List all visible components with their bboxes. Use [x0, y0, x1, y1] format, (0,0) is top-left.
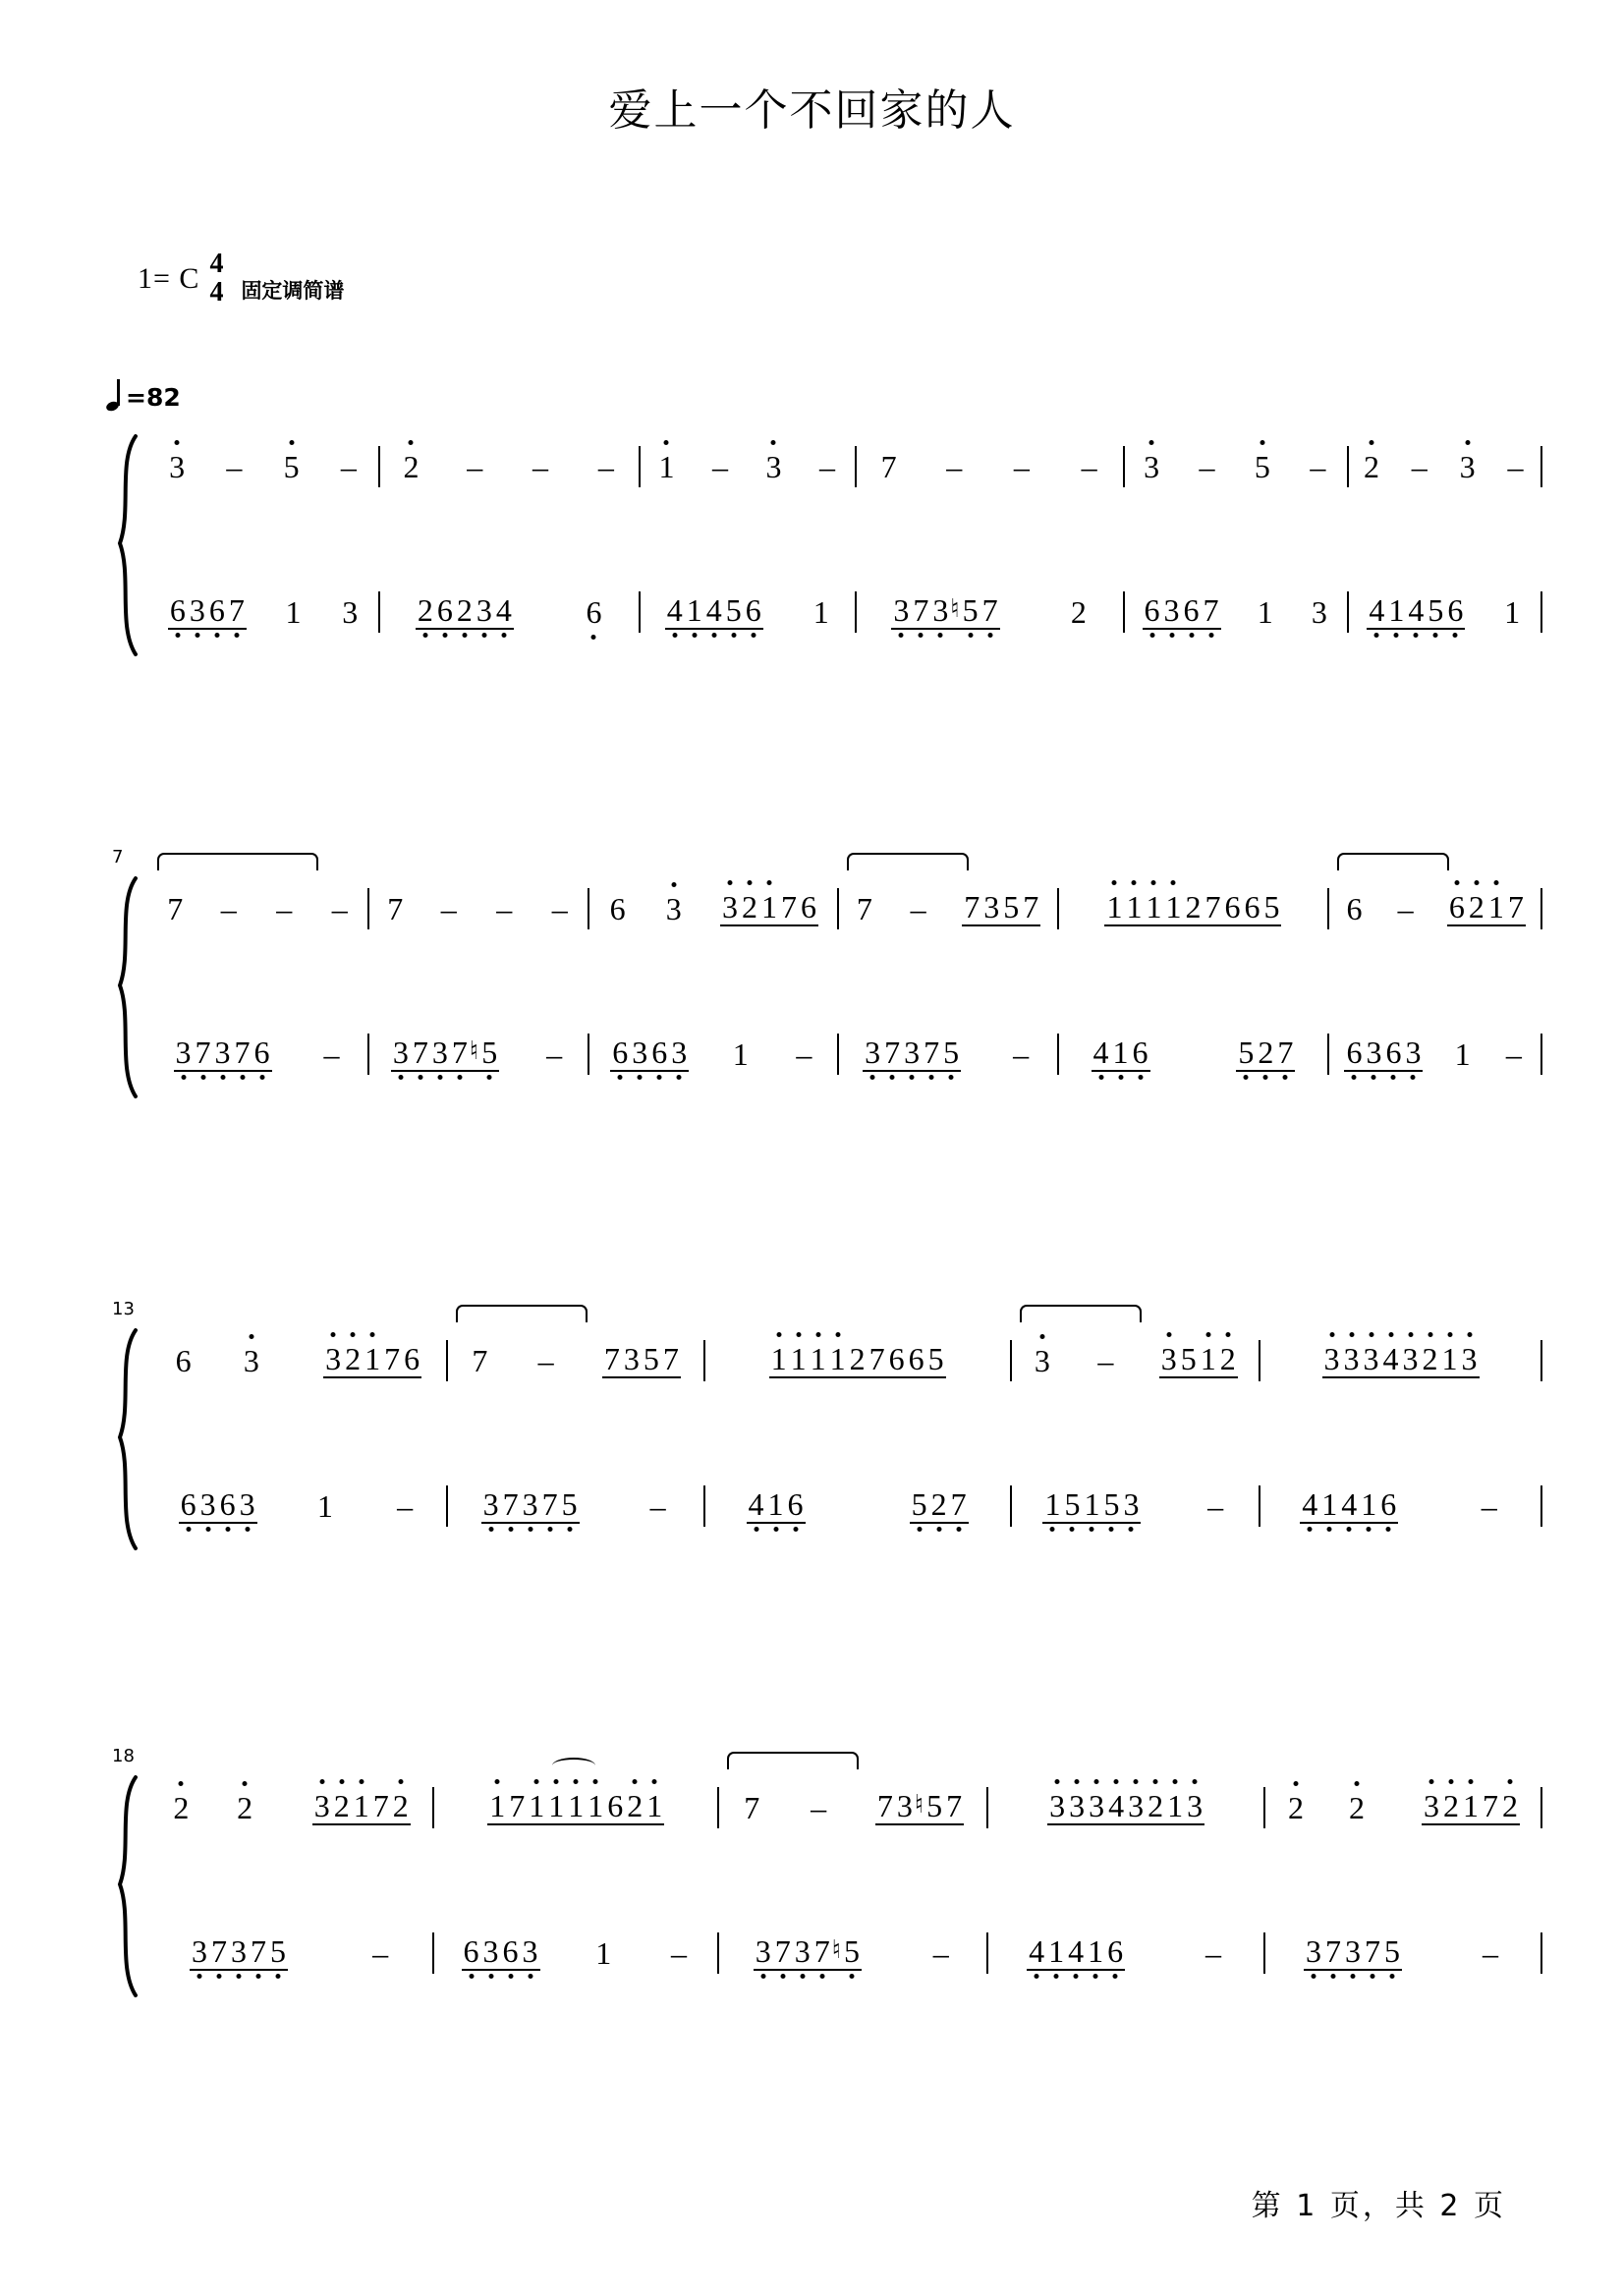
- measure: 7 – – –: [149, 874, 367, 943]
- measure: 3 7 3 7 6 –: [175, 1035, 340, 1072]
- measure: 7 – – –: [880, 449, 1097, 484]
- system-3: [106, 1299, 1542, 1552]
- notation-mode-label: 固定调简谱: [241, 279, 345, 304]
- slur-icon: [727, 1752, 859, 1769]
- measure: 6 3 6 7 1 3: [169, 592, 359, 630]
- measure: 4 1 4 1 6 –: [1302, 1486, 1497, 1524]
- tie-icon: [552, 1758, 595, 1773]
- measure: 4 1 4 5 6 1: [1369, 592, 1521, 630]
- measure: 1 1 1 1 2 7 6 6 5: [1106, 889, 1280, 924]
- slur-icon: [157, 853, 318, 870]
- tempo-value: =82: [126, 383, 181, 412]
- measure: 3 – 3 5 1 2: [1012, 1326, 1259, 1395]
- page-title: 爱上一个不回家的人: [608, 85, 1016, 136]
- key-signature-block: [138, 251, 344, 307]
- system-1-bass-staff: [149, 578, 1542, 646]
- measure: 6 3 6 7 1 3: [1144, 592, 1327, 630]
- time-signature: [209, 251, 223, 307]
- barline: [1540, 1932, 1542, 1974]
- measure: 7 – 7 3 5 7: [448, 1326, 703, 1395]
- measure: 6 3 6 3 1 –: [463, 1933, 687, 1971]
- system-2-bass-staff: [149, 1020, 1542, 1089]
- barline: [1540, 1485, 1542, 1527]
- time-signature-numerator: 4: [209, 249, 224, 279]
- measure: 2 – 3 –: [1363, 449, 1524, 484]
- measure: 2 2 3 2 1 7 2: [1288, 1788, 1518, 1825]
- brace-icon: [106, 874, 145, 1100]
- system-3-treble-staff: [149, 1326, 1542, 1395]
- measure: 6 3 6 3 1 –: [180, 1486, 414, 1524]
- measure: 3 7 3 7 5 –: [192, 1933, 389, 1971]
- system-2-treble-staff: [149, 874, 1542, 943]
- measure: 3 7 3 7 ♮ 5 –: [392, 1035, 563, 1072]
- system-3-measure-number: 13: [112, 1299, 135, 1319]
- measure: 1 1 1 1 2 7 6 6 5: [770, 1341, 944, 1376]
- measure: 4 1 4 1 6 –: [1029, 1933, 1222, 1971]
- measure: 2 6 2 3 4 6: [417, 592, 602, 630]
- measure: 6 – 6 2 1 7: [1329, 874, 1540, 943]
- brace-icon: [106, 1326, 145, 1552]
- barline: [1540, 1340, 1542, 1381]
- barline: [1540, 888, 1542, 929]
- measure: 6 3 6 3 1 –: [1346, 1035, 1522, 1072]
- measure: 3 – 5 –: [1144, 449, 1326, 484]
- key-label: 1= C: [138, 261, 200, 295]
- system-1: [106, 432, 1542, 658]
- measure: 6 3 3 2 1 7 6: [175, 1341, 420, 1378]
- system-1-treble-staff: [149, 432, 1542, 501]
- system-4-treble-staff: [149, 1773, 1542, 1842]
- barline: [1540, 591, 1542, 633]
- measure: 7 – 7 3 5 7: [839, 874, 1057, 943]
- system-2-measure-number: 7: [112, 847, 124, 868]
- barline: [1540, 1034, 1542, 1075]
- quarter-note-icon: [106, 381, 122, 411]
- measure: 7 – 7 3 ♮ 5 7: [719, 1773, 986, 1842]
- measure: 4 1 6 5 2 7: [1092, 1035, 1294, 1070]
- tempo-marking: [106, 381, 181, 411]
- measure: 4 1 4 5 6 1: [666, 592, 829, 630]
- system-4: [106, 1746, 1542, 1999]
- measure: 3 – 5 –: [169, 449, 357, 484]
- measure: 2 2 3 2 1 7 2: [173, 1788, 409, 1825]
- barline: [1540, 1787, 1542, 1828]
- system-4-bass-staff: [149, 1919, 1542, 1987]
- slur-icon: [456, 1305, 588, 1322]
- measure: 3 7 3 7 5 –: [1306, 1933, 1498, 1971]
- measure: 3 3 3 4 3 2 1 3: [1049, 1788, 1204, 1823]
- measure: 1 5 1 5 3 –: [1044, 1486, 1224, 1524]
- measure: 3 7 3 7 5 –: [865, 1035, 1030, 1072]
- measure: 3 7 3 ♮ 5 7 2: [893, 592, 1087, 630]
- page-footer: 第 1 页，共 2 页: [1251, 2189, 1506, 2223]
- measure: 1 7 1 1 1 1 6 2 1: [434, 1773, 717, 1842]
- slur-icon: [1020, 1305, 1142, 1322]
- slur-icon: [1337, 853, 1449, 870]
- measure: 2 – – –: [403, 449, 614, 484]
- brace-icon: [106, 1773, 145, 1999]
- measure: 1 – 3 –: [658, 449, 835, 484]
- measure: 6 3 3 2 1 7 6: [609, 889, 816, 926]
- measure: 6 3 6 3 1 –: [612, 1035, 812, 1072]
- measure: 4 1 6 5 2 7: [748, 1486, 967, 1522]
- barline: [1540, 446, 1542, 487]
- measure: 7 – – –: [387, 891, 568, 926]
- measure: 3 3 3 4 3 2 1 3: [1323, 1341, 1478, 1376]
- slur-icon: [847, 853, 969, 870]
- system-3-bass-staff: [149, 1472, 1542, 1540]
- system-2: [106, 847, 1542, 1100]
- measure: 3 7 3 7 ♮ 5 –: [755, 1933, 949, 1971]
- brace-icon: [106, 432, 145, 658]
- time-signature-denominator: 4: [209, 276, 224, 308]
- measure: 3 7 3 7 5 –: [482, 1486, 666, 1524]
- system-4-measure-number: 18: [112, 1746, 135, 1766]
